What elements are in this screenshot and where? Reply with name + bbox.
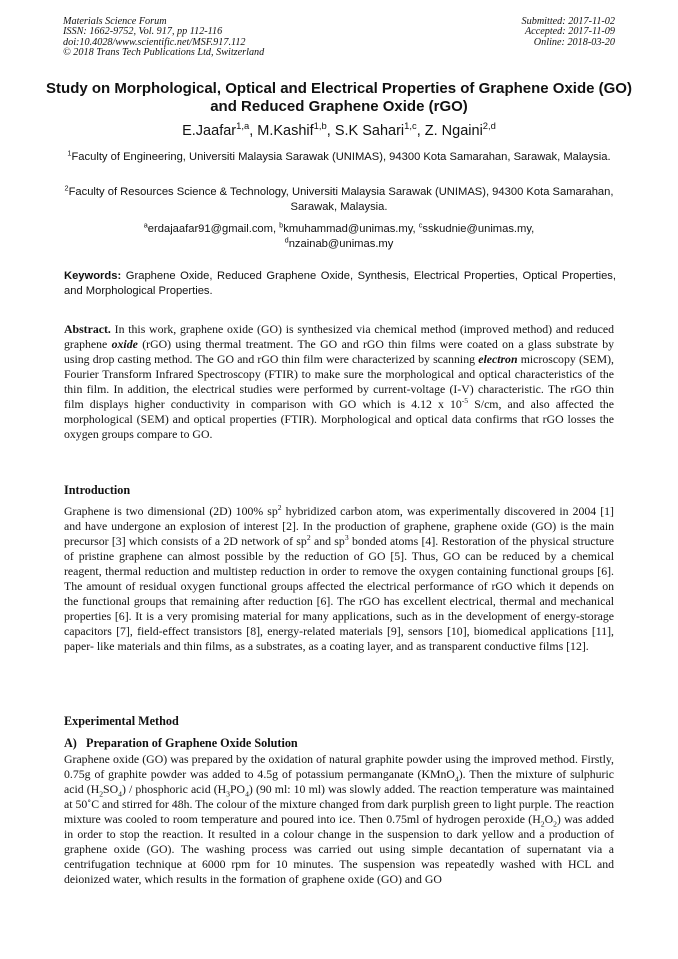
journal-copyright: © 2018 Trans Tech Publications Ltd, Switzerland bbox=[63, 46, 265, 58]
author-affiliation-mark: 1,b bbox=[313, 120, 327, 132]
email-link[interactable]: kmuhammad@unimas.my bbox=[283, 223, 413, 235]
paper-title: Study on Morphological, Optical and Electrical Properties of Graphene Oxide (GO) and Reduced Graphene Oxide (rGO) bbox=[46, 80, 632, 115]
dates-header bbox=[522, 17, 615, 48]
introduction-text: Graphene is two dimensional (2D) 100% $sp^2$ hybridized carbon atom, was experimentally discovered in 2004 [1] and have undergone an explosion of interest [2]. In the production of graphene, graphene oxide (GO) is the main precursor [3] which consists of a 2D network of $sp^2$ and $sp^3$ bonded atoms [4]. Restoration of the physical structure of pristine graphene can almost possible by the reduction of GO [5]. Thus, GO can be reduced by a chemical reagent, thermal reduction and multistep reduction in order to remove the oxygen containing functional groups [6]. The amount of residual oxygen functional groups affected the electrical performance of rGO which it depends on the functional groups that remaining after reduction [6]. The rGO has excellent electrical, thermal and mechanical properties [6]. It is a very promising material for many applications, such as in the development of energy-storage capacitors [7], field-effect transistors [8], energy-related materials [9], sensors [10], biomedical applications [11], paper- like materials and thin films, as a substrates, as a coating layer, and as transparent conductive films [12]. bbox=[64, 503, 615, 653]
online-date: Online: 2018-03-20 bbox=[533, 36, 615, 48]
affiliation-1: $^1$Faculty of Engineering, Universiti Malaysia Sarawak (UNIMAS), 94300 Kota Samarahan, Sarawak, Malaysia. bbox=[67, 148, 611, 163]
email-link[interactable]: erdajaafar91@gmail.com bbox=[147, 223, 273, 235]
journal-name: Materials Science Forum bbox=[63, 16, 167, 27]
keywords-text: Graphene Oxide, Reduced Graphene Oxide, Synthesis, Electrical Properties, Optical Properties, and Morphological Properties. bbox=[64, 270, 617, 297]
author-name: E.Jaafar bbox=[182, 123, 237, 139]
author-emails: $^a$erdajaafar91@gmail.com, $^b$kmuhammad@unimas.my, $^c$sskudnie@unimas.my, $^d$nzainab@unimas.my bbox=[143, 220, 535, 250]
author-list: E.Jaafar$^{1,a}$, M.Kashif$^{1,b}$, S.K Sahari$^{1,c}$, Z. Ngaini$^{2,d}$ bbox=[182, 120, 496, 139]
accepted-date: Accepted: 2017-11-09 bbox=[524, 26, 615, 38]
abstract: Abstract. In this work, graphene oxide (GO) is synthesized via chemical method (improved method) and reduced graphene oxide (rGO) using thermal treatment. The GO and rGO thin films were coated on a glass substrate by using drop casting method. The GO and rGO thin film were characterized by scanning electron microscopy (SEM), Fourier Transform Infrared Spectroscopy (FTIR) to make sure the morphological and optical characteristics of the thin film. In addition, the electrical studies were performed by current-voltage (I-V) characteristic. The rGO thin film displays higher conductivity in comparison with GO which is 4.12 x $10^{-5}$ S/cm, and also affected the morphological (SEM) and optical properties (FTIR). Morphological and optical data confirms that rGO losses the oxygen groups compare to GO. bbox=[64, 322, 615, 441]
keywords-label: Keywords: bbox=[64, 270, 122, 282]
experimental-heading: Experimental Method bbox=[64, 714, 179, 728]
author-name: M.Kashif bbox=[257, 123, 314, 139]
author-name: S.K Sahari bbox=[334, 123, 405, 139]
author-affiliation-mark: 1,c bbox=[404, 120, 417, 132]
submitted-date: Submitted: 2017-11-02 bbox=[521, 16, 615, 27]
introduction-heading: Introduction bbox=[64, 483, 131, 497]
email-link[interactable]: sskudnie@unimas.my bbox=[422, 223, 532, 235]
experimental-subheading: A) Preparation of Graphene Oxide Solution bbox=[64, 736, 298, 750]
author-affiliation-mark: 2,d bbox=[482, 120, 496, 132]
abstract-label: Abstract. bbox=[64, 322, 111, 336]
keywords bbox=[64, 269, 616, 298]
experimental-text: Graphene oxide (GO) was prepared by the oxidation of natural graphite powder using the improved method. Firstly, 0.75g of graphite powder was added to 4.5g of potassium permanganate (KMnO$_4$). Then the mixture of sulphuric acid $(H_2SO_4)$ / phosphoric acid $(H_3PO_4)$ (90 ml: 10 ml) was slowly added. The reaction temperature was maintained at 50˚C and stirred for 48h. The colour of the mixture changed from dark purplish green to light purple. The reaction mixture was cooled to room temperature and poured into ice. Then 0.75ml of hydrogen peroxide $(H_2O_2)$ was added in order to stop the reaction. It resulted in a colour change in the suspension to dark yellow and a production of graphene oxide (GO). The washing process was carried out using simple decantation of supernatant via a centrifugation technique at 6000 rpm for 10 minutes. The suspension was repeatedly washed with HCL and deionized water, which results in the formation of graphene oxide (GO) and GO bbox=[64, 752, 615, 886]
author-name: Z. Ngaini bbox=[424, 123, 483, 139]
journal-header bbox=[63, 17, 264, 58]
journal-doi[interactable]: doi:10.4028/www.scientific.net/MSF.917.112 bbox=[63, 36, 246, 48]
affiliation-2: $^2$Faculty of Resources Science & Technology, Universiti Malaysia Sarawak (UNIMAS), 94300 Kota Samarahan, Sarawak, Malaysia. bbox=[64, 183, 614, 213]
author-affiliation-mark: 1,a bbox=[236, 120, 250, 132]
email-link[interactable]: nzainab@unimas.my bbox=[288, 238, 394, 250]
journal-issn: ISSN: 1662-9752, Vol. 917, pp 112-116 bbox=[63, 26, 223, 38]
